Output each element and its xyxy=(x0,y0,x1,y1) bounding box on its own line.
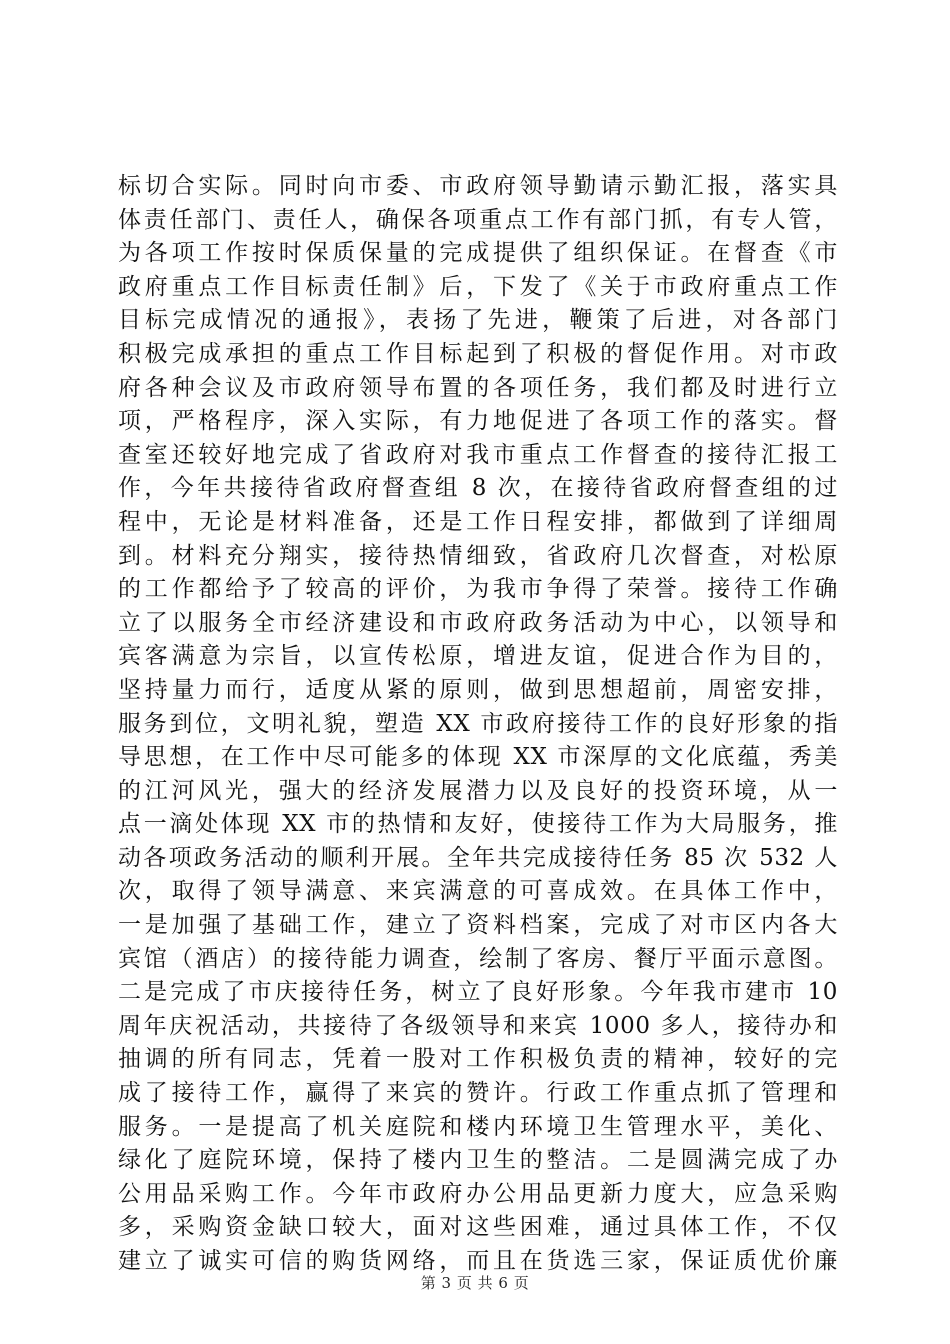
text-line: 次，取得了领导满意、来宾满意的可喜成效。在具体工作中， xyxy=(118,878,838,905)
text-line: 成了接待工作，赢得了来宾的赞许。行政工作重点抓了管理和 xyxy=(118,1080,838,1107)
text-line: 绿化了庭院环境，保持了楼内卫生的整洁。二是圆满完成了办 xyxy=(118,1147,838,1174)
text-line: 作，今年共接待省政府督查组 8 次，在接待省政府督查组的过 xyxy=(118,475,838,502)
text-line: 府各种会议及市政府领导布置的各项任务，我们都及时进行立 xyxy=(118,374,838,401)
text-line: 多，采购资金缺口较大，面对这些困难，通过具体工作，不仅 xyxy=(118,1214,838,1241)
text-line: 二是完成了市庆接待任务，树立了良好形象。今年我市建市 10 xyxy=(118,979,838,1006)
text-line: 为各项工作按时保质保量的完成提供了组织保证。在督查《市 xyxy=(118,240,838,267)
text-line: 导思想，在工作中尽可能多的体现 XX 市深厚的文化底蕴，秀美 xyxy=(118,744,838,771)
text-line: 服务到位，文明礼貌，塑造 XX 市政府接待工作的良好形象的指 xyxy=(118,710,838,737)
text-line: 体责任部门、责任人，确保各项重点工作有部门抓，有专人管， xyxy=(118,206,838,233)
text-line: 项，严格程序，深入实际，有力地促进了各项工作的落实。督 xyxy=(118,408,838,435)
page-footer: 第 3 页 共 6 页 xyxy=(420,1274,530,1292)
text-line: 目标完成情况的通报》，表扬了先进，鞭策了后进，对各部门 xyxy=(118,307,838,334)
text-line: 建立了诚实可信的购货网络，而且在货选三家，保证质优价廉 xyxy=(118,1248,838,1274)
text-line: 立了以服务全市经济建设和市政府政务活动为中心，以领导和 xyxy=(118,609,838,636)
text-line: 公用品采购工作。今年市政府办公用品更新力度大，应急采购 xyxy=(118,1180,838,1207)
text-line: 程中，无论是材料准备，还是工作日程安排，都做到了详细周 xyxy=(118,508,838,535)
text-line: 标切合实际。同时向市委、市政府领导勤请示勤汇报，落实具 xyxy=(118,173,838,199)
text-line: 抽调的所有同志，凭着一股对工作积极负责的精神，较好的完 xyxy=(118,1046,838,1073)
text-line: 的工作都给予了较高的评价，为我市争得了荣誉。接待工作确 xyxy=(118,576,838,603)
text-line: 宾客满意为宗旨，以宣传松原，增进友谊，促进合作为目的， xyxy=(118,643,838,670)
text-line: 点一滴处体现 XX 市的热情和友好，使接待工作为大局服务，推 xyxy=(118,811,838,838)
text-line: 积极完成承担的重点工作目标起到了积极的督促作用。对市政 xyxy=(118,340,838,367)
text-line: 一是加强了基础工作，建立了资料档案，完成了对市区内各大 xyxy=(118,912,838,939)
text-line: 宾馆（酒店）的接待能力调查，绘制了客房、餐厅平面示意图。 xyxy=(118,945,838,972)
body-text xyxy=(118,170,838,1279)
text-line: 服务。一是提高了机关庭院和楼内环境卫生管理水平，美化、 xyxy=(118,1113,838,1140)
text-line: 到。材料充分翔实，接待热情细致，省政府几次督查，对松原 xyxy=(118,542,838,569)
text-line: 查室还较好地完成了省政府对我市重点工作督查的接待汇报工 xyxy=(118,441,838,468)
text-line: 政府重点工作目标责任制》后，下发了《关于市政府重点工作 xyxy=(118,273,838,300)
text-line: 动各项政务活动的顺利开展。全年共完成接待任务 85 次 532 人 xyxy=(118,844,838,871)
text-line: 坚持量力而行，适度从紧的原则，做到思想超前，周密安排， xyxy=(118,676,838,703)
text-line: 的江河风光，强大的经济发展潜力以及良好的投资环境，从一 xyxy=(118,777,838,804)
text-line: 周年庆祝活动，共接待了各级领导和来宾 1000 多人，接待办和 xyxy=(118,1012,838,1039)
